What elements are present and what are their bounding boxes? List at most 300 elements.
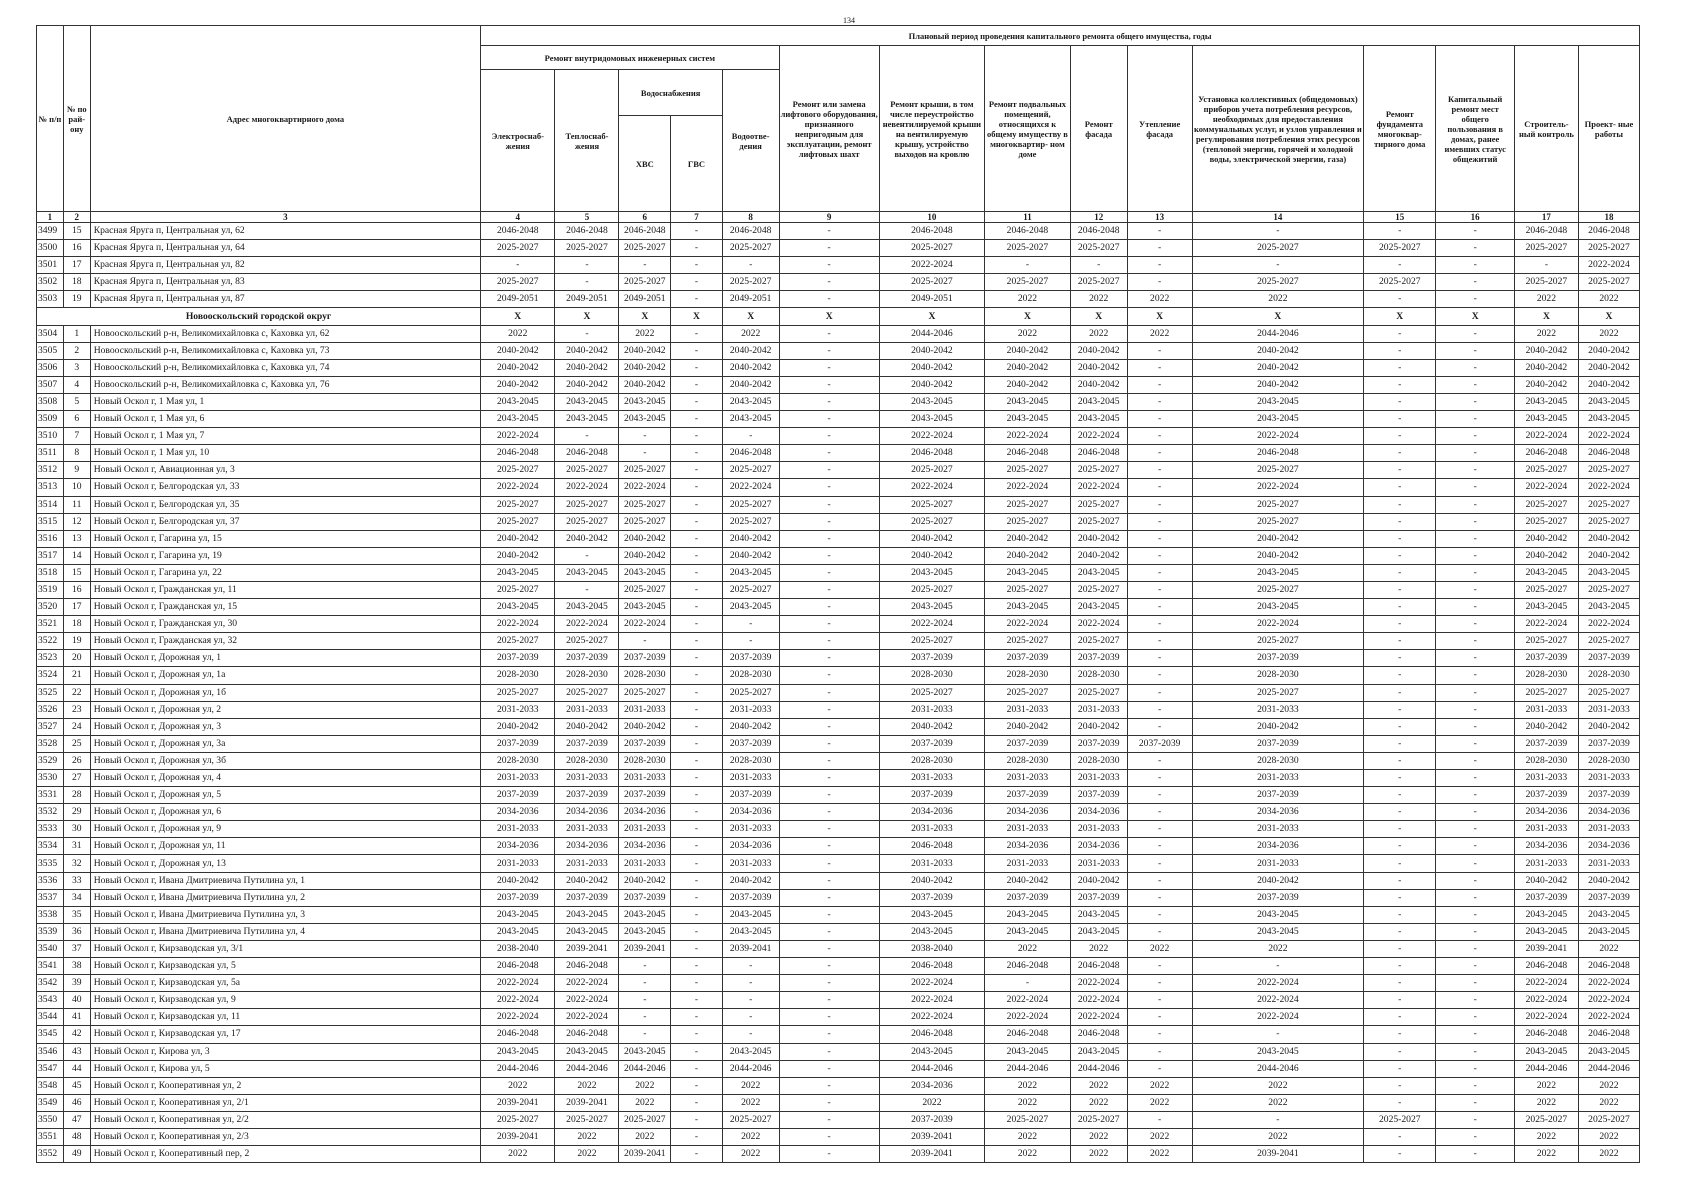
period-cell: 2043-2045 — [1070, 923, 1127, 940]
address-cell: Красная Яруга п, Центральная ул, 82 — [90, 257, 480, 274]
period-cell: 2022-2024 — [1192, 1009, 1363, 1026]
period-cell: 2046-2048 — [481, 445, 555, 462]
period-cell: - — [1436, 940, 1514, 957]
period-cell: - — [671, 325, 723, 342]
period-cell: - — [1436, 684, 1514, 701]
col-roof-header: Ремонт крыши, в том числе переустройство невентилируемой крыши на вентилируемую крышу, устройство выходов на кровлю — [879, 46, 984, 212]
period-cell: 2044-2046 — [879, 325, 984, 342]
period-cell: - — [1364, 855, 1436, 872]
period-cell: 2043-2045 — [555, 599, 619, 616]
period-cell: 2040-2042 — [1192, 359, 1363, 376]
period-cell: 2031-2033 — [722, 701, 779, 718]
period-cell: 2043-2045 — [619, 1043, 671, 1060]
period-cell: 2025-2027 — [1578, 496, 1639, 513]
period-cell: 2040-2042 — [1578, 376, 1639, 393]
period-cell: - — [779, 376, 879, 393]
period-cell: 2031-2033 — [722, 770, 779, 787]
period-cell: 2040-2042 — [481, 718, 555, 735]
period-cell: - — [1127, 633, 1192, 650]
col-meters-header: Установка коллективных (общедомовых) приборов учета потребления ресурсов, необходимых для предоставления коммунальных услуг, и узлов управления и регулирования потребления этих ресурсов (тепловой энергии, горячей и холодной воды, электрической энергии, газа) — [1192, 46, 1363, 212]
period-cell: - — [779, 855, 879, 872]
period-cell: 2022-2024 — [481, 479, 555, 496]
period-cell: - — [779, 992, 879, 1009]
period-cell: 2040-2042 — [879, 359, 984, 376]
table-row — [37, 1128, 1640, 1145]
period-cell: - — [779, 923, 879, 940]
period-cell: 2022-2024 — [1070, 1009, 1127, 1026]
period-cell: 2022-2024 — [481, 975, 555, 992]
period-cell: 2043-2045 — [1070, 564, 1127, 581]
period-cell: 2025-2027 — [619, 513, 671, 530]
period-cell: 2040-2042 — [1514, 376, 1578, 393]
district-number-cell: 10 — [63, 479, 90, 496]
period-cell: - — [1436, 530, 1514, 547]
period-cell: 2031-2033 — [1514, 821, 1578, 838]
row-id-cell: 3533 — [37, 821, 64, 838]
period-cell: 2043-2045 — [1514, 599, 1578, 616]
row-id-cell: 3534 — [37, 838, 64, 855]
period-cell: 2028-2030 — [1514, 667, 1578, 684]
period-cell: 2025-2027 — [555, 496, 619, 513]
district-number-cell: 18 — [63, 616, 90, 633]
period-cell: 2046-2048 — [985, 223, 1071, 240]
period-cell: 2025-2027 — [619, 684, 671, 701]
period-cell: - — [1192, 1111, 1363, 1128]
col-dorm-header: Капитальный ремонт мест общего пользования в домах, ранее имевших статус общежитий — [1436, 46, 1514, 212]
period-cell: - — [1127, 906, 1192, 923]
period-cell: - — [671, 291, 723, 308]
period-cell: 2037-2039 — [619, 787, 671, 804]
period-cell: - — [619, 428, 671, 445]
period-cell: 2040-2042 — [1192, 530, 1363, 547]
period-cell: 2040-2042 — [1514, 547, 1578, 564]
period-cell: 2046-2048 — [1070, 445, 1127, 462]
period-cell: 2046-2048 — [1070, 1026, 1127, 1043]
period-cell: - — [1364, 359, 1436, 376]
period-cell: - — [1364, 1043, 1436, 1060]
period-cell: 2040-2042 — [985, 342, 1071, 359]
period-cell: 2043-2045 — [481, 906, 555, 923]
table-row — [37, 650, 1640, 667]
district-number-cell: 16 — [63, 581, 90, 598]
period-cell: - — [779, 325, 879, 342]
period-cell: 2043-2045 — [1070, 411, 1127, 428]
period-cell: 2040-2042 — [481, 872, 555, 889]
period-cell: - — [671, 1077, 723, 1094]
period-cell: - — [671, 958, 723, 975]
period-cell: - — [1127, 1111, 1192, 1128]
period-cell: 2046-2048 — [722, 223, 779, 240]
period-cell: 2025-2027 — [1578, 684, 1639, 701]
period-cell: 2022-2024 — [879, 975, 984, 992]
table-row — [37, 889, 1640, 906]
district-number-cell: 32 — [63, 855, 90, 872]
period-cell: 2043-2045 — [1578, 906, 1639, 923]
period-cell: - — [1436, 359, 1514, 376]
period-cell: 2037-2039 — [879, 1111, 984, 1128]
period-cell: 2040-2042 — [1578, 718, 1639, 735]
column-number: 8 — [722, 212, 779, 223]
table-row — [37, 462, 1640, 479]
row-id-cell: 3503 — [37, 291, 64, 308]
period-cell: - — [779, 735, 879, 752]
period-cell: 2025-2027 — [879, 274, 984, 291]
period-cell: - — [779, 752, 879, 769]
period-cell: 2028-2030 — [722, 667, 779, 684]
period-cell: 2043-2045 — [985, 564, 1071, 581]
period-cell: - — [671, 1026, 723, 1043]
period-cell: - — [1127, 496, 1192, 513]
table-row — [37, 616, 1640, 633]
period-cell: - — [555, 325, 619, 342]
period-cell: 2025-2027 — [1070, 240, 1127, 257]
period-cell: 2022 — [1514, 291, 1578, 308]
address-cell: Новый Оскол г, Гагарина ул, 19 — [90, 547, 480, 564]
period-cell: 2037-2039 — [1192, 889, 1363, 906]
period-cell: - — [779, 1009, 879, 1026]
period-cell: 2022 — [1127, 1128, 1192, 1145]
period-cell: 2046-2048 — [985, 1026, 1071, 1043]
table-row — [37, 787, 1640, 804]
period-cell: - — [671, 616, 723, 633]
period-cell: - — [722, 1009, 779, 1026]
period-cell: 2037-2039 — [1192, 650, 1363, 667]
period-cell: - — [671, 462, 723, 479]
period-cell: 2040-2042 — [1578, 359, 1639, 376]
period-cell: 2022 — [1127, 1146, 1192, 1163]
period-cell: 2022-2024 — [985, 1009, 1071, 1026]
table-row — [37, 479, 1640, 496]
period-cell: 2043-2045 — [619, 564, 671, 581]
period-cell: 2025-2027 — [555, 1111, 619, 1128]
period-cell: - — [1364, 581, 1436, 598]
x-mark-cell: X — [1364, 308, 1436, 325]
period-cell: - — [1436, 770, 1514, 787]
period-cell: 2025-2027 — [1192, 513, 1363, 530]
period-cell: 2025-2027 — [1514, 462, 1578, 479]
period-cell: 2022 — [555, 1146, 619, 1163]
period-cell: 2022-2024 — [879, 1009, 984, 1026]
period-cell: - — [779, 1111, 879, 1128]
address-cell: Новый Оскол г, Дорожная ул, 13 — [90, 855, 480, 872]
period-cell: 2037-2039 — [619, 650, 671, 667]
address-cell: Новый Оскол г, Гагарина ул, 22 — [90, 564, 480, 581]
period-cell: 2044-2046 — [722, 1060, 779, 1077]
period-cell: - — [671, 376, 723, 393]
period-cell: 2025-2027 — [481, 462, 555, 479]
period-cell: 2031-2033 — [1192, 770, 1363, 787]
period-cell: 2040-2042 — [1192, 376, 1363, 393]
col-lift-header: Ремонт или замена лифтового оборудования, признанного непригодным для эксплуатации, ремонт лифтовых шахт — [779, 46, 879, 212]
district-number-cell: 16 — [63, 240, 90, 257]
period-cell: 2044-2046 — [1192, 1060, 1363, 1077]
period-cell: 2025-2027 — [1578, 462, 1639, 479]
period-cell: - — [1127, 223, 1192, 240]
period-cell: 2043-2045 — [619, 411, 671, 428]
period-cell: - — [779, 1060, 879, 1077]
period-cell: 2043-2045 — [1578, 1043, 1639, 1060]
period-cell: 2022-2024 — [1070, 992, 1127, 1009]
period-cell: 2037-2039 — [555, 735, 619, 752]
period-cell: 2025-2027 — [1514, 581, 1578, 598]
row-id-cell: 3524 — [37, 667, 64, 684]
period-cell: 2044-2046 — [1514, 1060, 1578, 1077]
period-cell: - — [1364, 752, 1436, 769]
period-cell: - — [1127, 787, 1192, 804]
period-cell: - — [671, 787, 723, 804]
period-cell: 2022 — [1514, 1077, 1578, 1094]
period-cell: - — [779, 599, 879, 616]
period-cell: 2028-2030 — [1070, 752, 1127, 769]
period-cell: 2049-2051 — [481, 291, 555, 308]
period-cell: 2039-2041 — [1192, 1146, 1363, 1163]
address-cell: Новый Оскол г, Дорожная ул, 3а — [90, 735, 480, 752]
district-number-cell: 26 — [63, 752, 90, 769]
period-cell: 2034-2036 — [985, 838, 1071, 855]
period-cell: - — [1364, 411, 1436, 428]
period-cell: 2040-2042 — [879, 872, 984, 889]
period-cell: 2043-2045 — [1192, 393, 1363, 410]
period-cell: - — [779, 291, 879, 308]
period-cell: - — [1192, 223, 1363, 240]
period-cell: - — [1364, 1094, 1436, 1111]
period-cell: 2037-2039 — [1514, 889, 1578, 906]
period-cell: - — [1127, 257, 1192, 274]
period-cell: - — [671, 530, 723, 547]
period-cell: 2025-2027 — [619, 240, 671, 257]
table-row — [37, 1077, 1640, 1094]
period-cell: 2043-2045 — [722, 393, 779, 410]
x-mark-cell: X — [779, 308, 879, 325]
period-cell: 2037-2039 — [619, 735, 671, 752]
period-cell: 2040-2042 — [879, 342, 984, 359]
row-id-cell: 3546 — [37, 1043, 64, 1060]
period-cell: - — [1364, 923, 1436, 940]
period-cell: 2043-2045 — [879, 1043, 984, 1060]
period-cell: 2040-2042 — [722, 376, 779, 393]
period-cell: 2025-2027 — [722, 1111, 779, 1128]
period-cell: 2025-2027 — [1364, 240, 1436, 257]
period-cell: 2022 — [1192, 1094, 1363, 1111]
period-cell: 2025-2027 — [1514, 513, 1578, 530]
period-cell: 2022-2024 — [985, 616, 1071, 633]
period-cell: - — [1127, 581, 1192, 598]
period-cell: - — [1436, 958, 1514, 975]
period-cell: 2025-2027 — [1514, 496, 1578, 513]
period-cell: - — [671, 752, 723, 769]
period-cell: - — [1436, 718, 1514, 735]
period-cell: - — [1364, 530, 1436, 547]
period-cell: 2022-2024 — [619, 479, 671, 496]
period-cell: 2044-2046 — [619, 1060, 671, 1077]
period-cell: - — [1127, 564, 1192, 581]
period-cell: 2031-2033 — [481, 855, 555, 872]
address-cell: Новооскольский р-н, Великомихайловка с, Каховка ул, 74 — [90, 359, 480, 376]
period-cell: - — [1127, 376, 1192, 393]
period-cell: 2031-2033 — [481, 821, 555, 838]
period-cell: 2022-2024 — [481, 1009, 555, 1026]
district-number-cell: 42 — [63, 1026, 90, 1043]
period-cell: 2034-2036 — [1514, 838, 1578, 855]
period-cell: - — [671, 975, 723, 992]
period-cell: 2022 — [1127, 1077, 1192, 1094]
period-cell: 2025-2027 — [1514, 274, 1578, 291]
period-cell: - — [1436, 633, 1514, 650]
period-cell: - — [1127, 1060, 1192, 1077]
address-cell: Новый Оскол г, Кирзаводская ул, 5а — [90, 975, 480, 992]
x-mark-cell: X — [1436, 308, 1514, 325]
period-cell: 2031-2033 — [1192, 855, 1363, 872]
period-cell: 2043-2045 — [555, 1043, 619, 1060]
period-cell: - — [1364, 513, 1436, 530]
period-cell: - — [671, 479, 723, 496]
period-cell: - — [1192, 958, 1363, 975]
period-cell: 2037-2039 — [1127, 735, 1192, 752]
period-cell: 2040-2042 — [985, 359, 1071, 376]
period-cell: 2025-2027 — [1192, 274, 1363, 291]
period-cell: 2022 — [985, 940, 1071, 957]
period-cell: 2031-2033 — [619, 701, 671, 718]
column-number: 16 — [1436, 212, 1514, 223]
period-cell: - — [779, 667, 879, 684]
period-cell: 2025-2027 — [1192, 462, 1363, 479]
period-cell: 2040-2042 — [481, 359, 555, 376]
district-number-cell: 13 — [63, 530, 90, 547]
period-cell: - — [1436, 1094, 1514, 1111]
period-cell: - — [1127, 342, 1192, 359]
period-cell: - — [671, 359, 723, 376]
district-number-cell: 17 — [63, 599, 90, 616]
period-cell: 2031-2033 — [1192, 701, 1363, 718]
period-cell: 2022-2024 — [1578, 1009, 1639, 1026]
period-cell: - — [671, 684, 723, 701]
period-cell: 2022 — [1192, 291, 1363, 308]
period-cell: 2022 — [1578, 291, 1639, 308]
period-cell: - — [1364, 1009, 1436, 1026]
period-cell: 2044-2046 — [985, 1060, 1071, 1077]
period-cell: 2034-2036 — [481, 838, 555, 855]
period-cell: 2043-2045 — [481, 411, 555, 428]
period-cell: - — [671, 257, 723, 274]
period-cell: 2037-2039 — [722, 735, 779, 752]
district-number-cell: 14 — [63, 547, 90, 564]
period-cell: - — [1436, 992, 1514, 1009]
period-cell: 2028-2030 — [985, 667, 1071, 684]
period-cell: 2031-2033 — [985, 855, 1071, 872]
address-cell: Новый Оскол г, Гражданская ул, 32 — [90, 633, 480, 650]
period-cell: - — [671, 564, 723, 581]
row-id-cell: 3519 — [37, 581, 64, 598]
period-cell: 2040-2042 — [1514, 530, 1578, 547]
column-number: 7 — [671, 212, 723, 223]
period-cell: - — [779, 1094, 879, 1111]
period-cell: - — [1436, 393, 1514, 410]
period-cell: - — [1127, 975, 1192, 992]
row-id-cell: 3522 — [37, 633, 64, 650]
period-cell: - — [671, 581, 723, 598]
period-cell: 2049-2051 — [619, 291, 671, 308]
period-cell: - — [1364, 291, 1436, 308]
period-cell: 2025-2027 — [619, 581, 671, 598]
period-cell: 2039-2041 — [555, 940, 619, 957]
period-cell: 2031-2033 — [619, 855, 671, 872]
table-row — [37, 257, 1640, 274]
district-number-cell: 23 — [63, 701, 90, 718]
period-cell: 2037-2039 — [1070, 735, 1127, 752]
table-row — [37, 718, 1640, 735]
address-cell: Красная Яруга п, Центральная ул, 64 — [90, 240, 480, 257]
address-cell: Красная Яруга п, Центральная ул, 62 — [90, 223, 480, 240]
period-cell: - — [779, 223, 879, 240]
period-cell: 2046-2048 — [879, 445, 984, 462]
period-cell: - — [671, 445, 723, 462]
period-cell: 2031-2033 — [555, 821, 619, 838]
period-cell: 2043-2045 — [1514, 411, 1578, 428]
period-cell: 2025-2027 — [985, 1111, 1071, 1128]
period-cell: 2022-2024 — [481, 992, 555, 1009]
period-cell: 2031-2033 — [879, 701, 984, 718]
period-cell: - — [671, 393, 723, 410]
address-cell: Новооскольский р-н, Великомихайловка с, Каховка ул, 73 — [90, 342, 480, 359]
row-id-cell: 3539 — [37, 923, 64, 940]
period-cell: - — [779, 940, 879, 957]
table-row — [37, 376, 1640, 393]
period-cell: - — [1127, 684, 1192, 701]
period-cell: 2043-2045 — [619, 599, 671, 616]
period-cell: 2043-2045 — [1192, 411, 1363, 428]
x-mark-cell: X — [619, 308, 671, 325]
period-cell: 2040-2042 — [555, 530, 619, 547]
period-cell: - — [1127, 513, 1192, 530]
period-cell: 2022 — [1070, 1128, 1127, 1145]
period-cell: - — [779, 479, 879, 496]
period-cell: 2046-2048 — [985, 958, 1071, 975]
period-cell: 2025-2027 — [985, 496, 1071, 513]
period-cell: - — [1436, 547, 1514, 564]
period-cell: 2034-2036 — [985, 804, 1071, 821]
period-cell: - — [779, 718, 879, 735]
row-id-cell: 3543 — [37, 992, 64, 1009]
period-cell: 2031-2033 — [1578, 701, 1639, 718]
period-cell: - — [1127, 838, 1192, 855]
period-cell: - — [779, 1146, 879, 1163]
period-cell: - — [1436, 599, 1514, 616]
column-number: 1 — [37, 212, 64, 223]
period-cell: - — [671, 650, 723, 667]
district-number-cell: 21 — [63, 667, 90, 684]
period-cell: 2043-2045 — [555, 564, 619, 581]
period-cell: 2039-2041 — [722, 940, 779, 957]
period-cell: 2022-2024 — [879, 992, 984, 1009]
capital-repair-table — [36, 25, 1640, 1163]
period-cell: - — [1127, 701, 1192, 718]
period-cell: - — [779, 650, 879, 667]
period-cell: 2022 — [985, 1094, 1071, 1111]
period-cell: 2044-2046 — [1578, 1060, 1639, 1077]
period-cell: 2040-2042 — [1192, 872, 1363, 889]
period-cell: 2046-2048 — [481, 1026, 555, 1043]
period-cell: 2022 — [722, 1128, 779, 1145]
period-cell: 2040-2042 — [985, 718, 1071, 735]
district-number-cell: 33 — [63, 872, 90, 889]
period-cell: 2040-2042 — [555, 342, 619, 359]
period-cell: 2043-2045 — [722, 923, 779, 940]
district-number-cell: 9 — [63, 462, 90, 479]
period-cell: - — [1436, 1009, 1514, 1026]
row-id-cell: 3530 — [37, 770, 64, 787]
period-cell: 2043-2045 — [879, 393, 984, 410]
period-cell: 2025-2027 — [1070, 1111, 1127, 1128]
